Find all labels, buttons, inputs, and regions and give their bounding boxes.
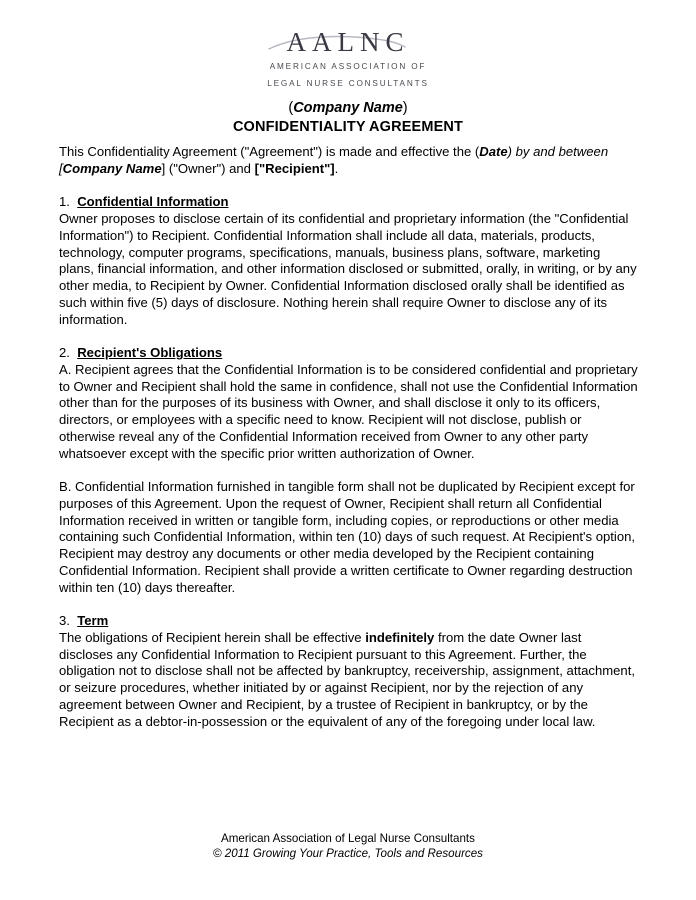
title-company-close-paren: )	[402, 100, 408, 116]
section-2-title: Recipient's Obligations	[77, 345, 223, 360]
footer-copyright: © 2011 Growing Your Practice, Tools and Resources	[213, 847, 483, 860]
document-title-block	[0, 99, 696, 136]
section-3-body-part2: from the date Owner last discloses any Confidential Information to Recipient pursuant to this Agreement. Further, the obligation not to disclose shall not be affected by bankruptcy, receivership, assignment, attachment, or seizure procedures, whether initiated by or against Recipient, nor by the rejection of any agreement between Owner and Recipient, by a trustee of Recipient in bankruptcy, or by the Recipient as a debtor-in-possession or the equivalent of any of the foregoing under local law.	[59, 629, 635, 729]
spacer	[59, 596, 638, 613]
section-3-heading	[59, 613, 638, 630]
logo-subtitle-line2: LEGAL NURSE CONSULTANTS	[267, 78, 429, 88]
section-3-emphasis: indefinitely	[365, 629, 435, 645]
page-title: CONFIDENTIALITY AGREEMENT	[232, 118, 464, 135]
logo-wordmark-wrap	[273, 28, 424, 56]
intro-part1: This Confidentiality Agreement ("Agreement") is made and effective the (	[59, 144, 480, 159]
title-company-placeholder: Company Name	[293, 100, 403, 116]
document-body	[59, 144, 638, 730]
section-2-heading	[59, 345, 638, 362]
intro-part2: ) by and between [	[59, 144, 609, 176]
title-company-line	[0, 99, 696, 118]
logo-wordmark-text: AALNC	[286, 27, 410, 57]
section-2-paragraph-b: B. Confidential Information furnished in tangible form shall not be duplicated by Recipient except for purposes of this Agreement. Upon the request of Owner, Recipient shall return all Confidential Information received in written or tangible form, including copies, or reproductions or other media containing such Confidential Information, within ten (10) days of such request. At Recipient's option, Recipient may destroy any documents or other media developed by the Recipient containing Confidential Information. Recipient shall provide a written certificate to Owner regarding destruction within ten (10) days thereafter.	[59, 479, 636, 595]
section-3-number: 3.	[59, 613, 70, 628]
intro-date-placeholder: Date	[479, 144, 508, 159]
page-footer	[0, 831, 696, 861]
section-1-number: 1.	[59, 194, 70, 210]
section-2-paragraph-a: A. Recipient agrees that the Confidential Information is to be considered confidential and proprietary to Owner and Recipient shall hold the same in confidence, shall not use the Confidential Information other than for the purposes of its business with Owner, and shall disclose it only to its officers, directors, or employees with a specific need to know. Recipient will not disclose, publish or otherwise reveal any of the Confidential Information received from Owner to any other party whatsoever except with the specific prior written authorization of Owner.	[59, 361, 638, 461]
section-1-heading	[59, 194, 638, 211]
spacer	[59, 328, 638, 345]
title-company-open-paren: (	[288, 100, 294, 116]
section-3-body-part1: The obligations of Recipient herein shall be effective	[59, 629, 366, 645]
intro-part3: ] ("Owner") and	[161, 160, 255, 176]
spacer	[59, 462, 638, 479]
section-3-title: Term	[77, 613, 109, 628]
intro-company-placeholder: Company Name	[62, 160, 162, 176]
section-1-title: Confidential Information	[77, 194, 229, 210]
spacer	[59, 178, 638, 195]
intro-paragraph	[59, 144, 638, 178]
section-1-body: Owner proposes to disclose certain of its confidential and proprietary information (the "Confidential Information") to Recipient. Confidential Information shall include all data, materials, products, technology, computer programs, specifications, manuals, business plans, software, marketing plans, financial information, and other information disclosed or submitted, orally, in writing, or by any other media, to Recipient by Owner. Confidential Information disclosed orally shall be identified as such within five (5) days of disclosure. Nothing herein shall require Owner to disclose any of its information.	[59, 211, 637, 327]
section-2-number: 2.	[59, 345, 70, 360]
footer-organization: American Association of Legal Nurse Consultants	[221, 832, 475, 845]
aalnc-logo	[0, 28, 696, 90]
intro-part4: .	[334, 160, 339, 176]
intro-recipient-placeholder: ["Recipient"]	[254, 160, 335, 176]
logo-subtitle-line1: AMERICAN ASSOCIATION OF	[269, 62, 427, 72]
section-3-body	[59, 630, 638, 731]
